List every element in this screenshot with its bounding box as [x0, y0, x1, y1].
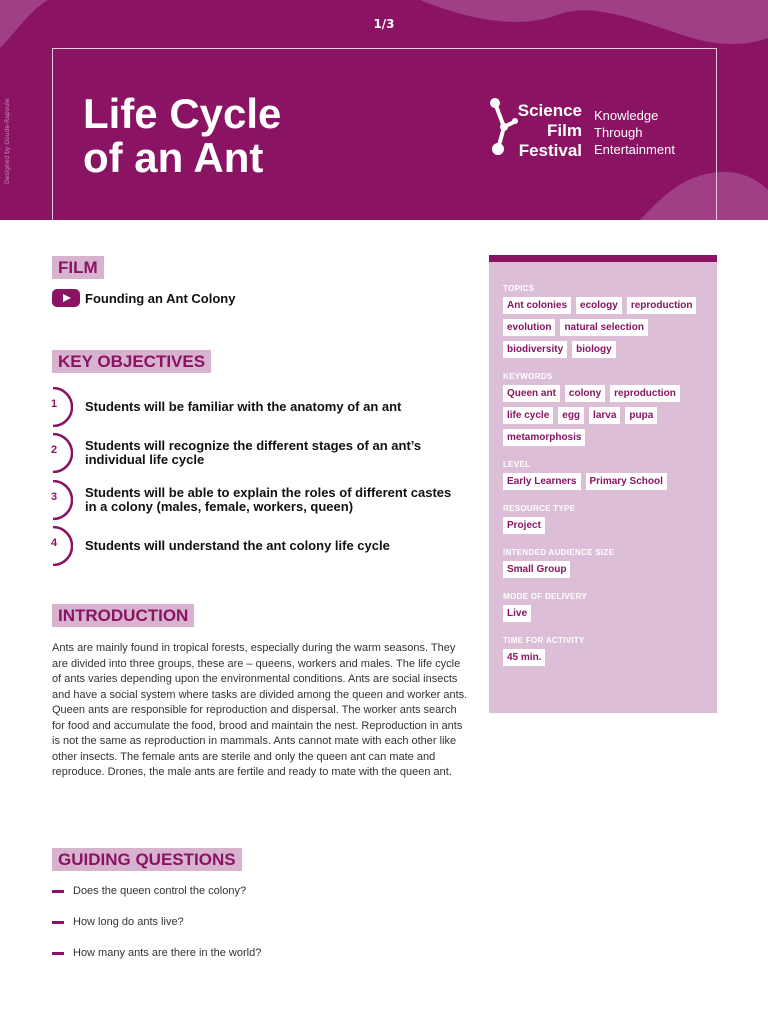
key-objectives-heading: KEY OBJECTIVES — [52, 350, 211, 373]
introduction-text: Ants are mainly found in tropical forests, especially during the warm seasons. They are divided into three groups, these are – queens, workers and males. The life cycle of ants varies depending upon the environmental conditions. Ants are social insects and have a social system where tasks are divided among the queen and worker ants. Queen ants are responsible for reproduction and dispersal. The worker ants search for food and accumulate the food, brood and maintain the nest. Reproduction in ants is not the same as reproduction in mammals. Ants cannot mate with each other like other insects. The female ants are sterile and only the queen ant can mate and reproduce. Drones, the male ants are fertile and ready to mate with the queen ant. — [52, 642, 468, 778]
keywords-label: KEYWORDS — [503, 372, 553, 381]
logo-word-science: Science — [517, 101, 582, 120]
objective-number-badge — [45, 526, 73, 566]
time-label: TIME FOR ACTIVITY — [503, 636, 585, 645]
topic-tag[interactable]: natural selection — [560, 319, 647, 336]
resource-type-tags — [503, 517, 703, 534]
guiding-question-text: How long do ants live? — [73, 916, 184, 928]
film-link[interactable] — [52, 289, 235, 307]
resource-type-label: RESOURCE TYPE — [503, 504, 576, 513]
objective-number: 2 — [51, 444, 58, 456]
level-group — [503, 460, 703, 490]
topic-tag[interactable]: biodiversity — [503, 341, 567, 358]
keyword-tag[interactable]: egg — [558, 407, 584, 424]
time-tags — [503, 649, 703, 666]
title-line-2: of an Ant — [83, 134, 264, 181]
level-label: LEVEL — [503, 460, 531, 469]
science-film-festival-logo — [488, 95, 698, 165]
tagline-line-2: Through — [594, 125, 643, 140]
level-tags — [503, 473, 703, 490]
title-line-1: Life Cycle — [83, 90, 282, 137]
objective-number: 1 — [51, 398, 58, 410]
topic-tag[interactable]: reproduction — [627, 297, 697, 314]
film-title[interactable]: Founding an Ant Colony — [85, 290, 236, 306]
resource-type-tag[interactable]: Project — [503, 517, 545, 534]
introduction-heading: INTRODUCTION — [52, 604, 194, 627]
audience-size-group — [503, 548, 703, 578]
topic-tag[interactable]: Ant colonies — [503, 297, 571, 314]
objective-text: Students will understand the ant colony life cycle — [85, 538, 390, 553]
guiding-question-item — [52, 885, 246, 897]
logo-word-film: Film — [547, 121, 582, 140]
logo-wordmark — [512, 101, 582, 161]
topics-group — [503, 284, 703, 358]
time-group — [503, 636, 703, 666]
dash-bullet-icon — [52, 921, 64, 924]
delivery-mode-label: MODE OF DELIVERY — [503, 592, 588, 601]
objective-number: 3 — [51, 491, 58, 503]
play-icon[interactable] — [52, 289, 80, 307]
dash-bullet-icon — [52, 890, 64, 893]
delivery-mode-tags — [503, 605, 703, 622]
level-tag[interactable]: Primary School — [586, 473, 667, 490]
guiding-question-text: How many ants are there in the world? — [73, 947, 262, 959]
tagline-line-1: Knowledge — [594, 108, 659, 123]
audience-size-tags — [503, 561, 703, 578]
designer-credit: Designed by Goude-Rapoule — [4, 98, 11, 184]
audience-size-tag[interactable]: Small Group — [503, 561, 570, 578]
delivery-mode-group — [503, 592, 703, 622]
objective-text: Students will be able to explain the roles of different castes in a colony (males, female, workers, queen) — [85, 485, 452, 514]
objective-item — [45, 387, 465, 427]
tagline-line-3: Entertainment — [594, 142, 675, 157]
objective-number-badge — [45, 433, 73, 473]
keyword-tag[interactable]: colony — [565, 385, 605, 402]
guiding-question-text: Does the queen control the colony? — [73, 885, 247, 897]
time-tag[interactable]: 45 min. — [503, 649, 545, 666]
guiding-questions-heading: GUIDING QUESTIONS — [52, 848, 242, 871]
guiding-question-item — [52, 947, 261, 959]
keyword-tag[interactable]: larva — [589, 407, 620, 424]
guiding-question-item — [52, 916, 184, 928]
objective-text: Students will be familiar with the anatomy of an ant — [85, 399, 402, 414]
topic-tag[interactable]: biology — [572, 341, 616, 358]
objective-number-badge — [45, 387, 73, 427]
keywords-tags — [503, 385, 703, 446]
topics-label: TOPICS — [503, 284, 535, 293]
objective-item — [45, 433, 465, 473]
objective-item — [45, 526, 465, 566]
objective-text: Students will recognize the different stages of an ant’s individual life cycle — [85, 438, 422, 467]
keyword-tag[interactable]: reproduction — [610, 385, 680, 402]
page-title — [83, 92, 281, 180]
film-heading: FILM — [52, 256, 104, 279]
page-indicator: 1/3 — [373, 17, 395, 31]
logo-tagline — [594, 107, 675, 158]
topic-tag[interactable]: ecology — [576, 297, 622, 314]
keyword-tag[interactable]: pupa — [625, 407, 657, 424]
resource-type-group — [503, 504, 703, 534]
keywords-group — [503, 372, 703, 446]
topics-tags — [503, 297, 703, 358]
dash-bullet-icon — [52, 952, 64, 955]
page-header — [0, 0, 768, 220]
level-tag[interactable]: Early Learners — [503, 473, 581, 490]
keyword-tag[interactable]: life cycle — [503, 407, 553, 424]
objective-item — [45, 480, 465, 520]
audience-size-label: INTENDED AUDIENCE SIZE — [503, 548, 615, 557]
metadata-sidebar — [489, 255, 717, 713]
objective-number: 4 — [51, 537, 58, 549]
delivery-mode-tag[interactable]: Live — [503, 605, 531, 622]
objective-number-badge — [45, 480, 73, 520]
topic-tag[interactable]: evolution — [503, 319, 555, 336]
logo-word-festival: Festival — [518, 141, 582, 160]
keyword-tag[interactable]: Queen ant — [503, 385, 560, 402]
keyword-tag[interactable]: metamorphosis — [503, 429, 585, 446]
